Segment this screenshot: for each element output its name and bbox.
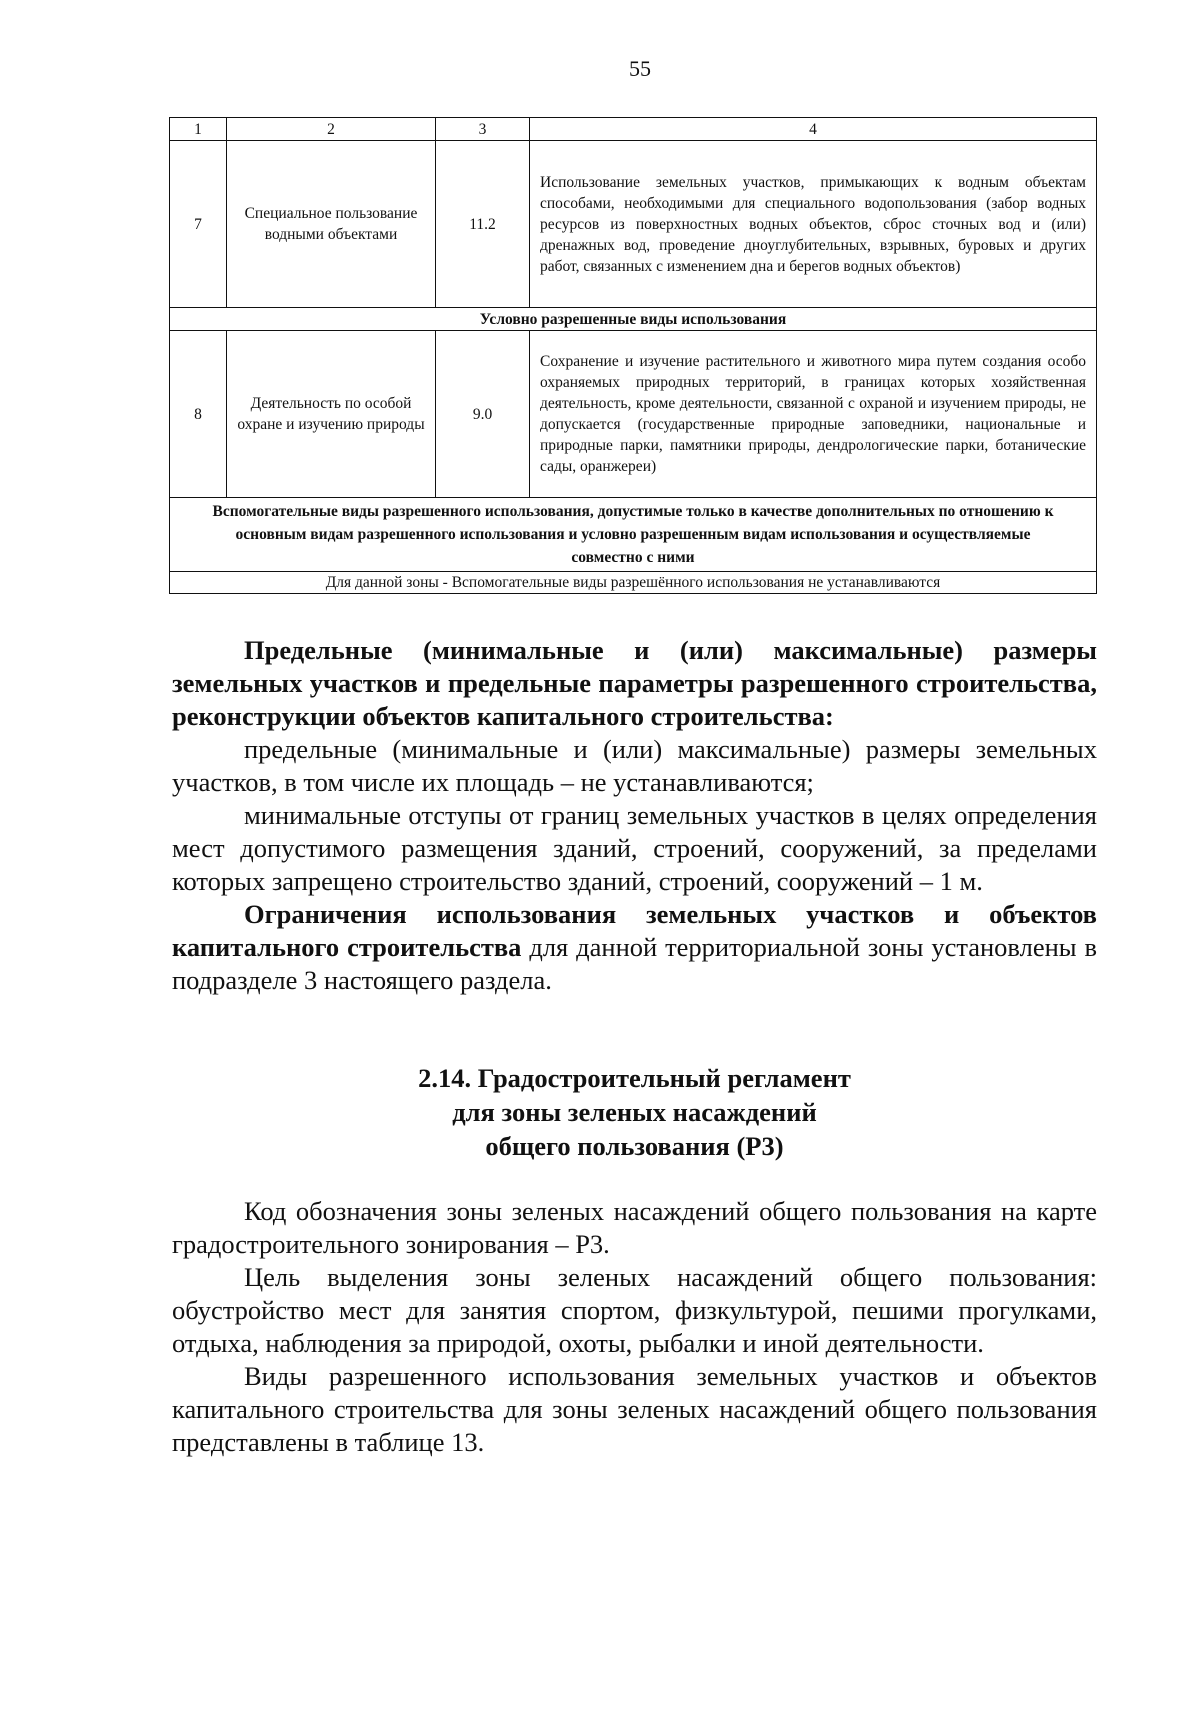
section-title-line-2: для зоны зеленых насаждений	[452, 1097, 817, 1127]
auxiliary-uses-title: Вспомогательные виды разрешенного использования, допустимые только в качестве дополнительных по отношению к основным видам разрешенного использования и условно разрешенным видам использования и осуществляемые совместно с ними	[170, 498, 1097, 572]
section-title	[172, 1061, 1097, 1163]
use-description: Сохранение и изучение растительного и животного мира путем создания особо охраняемых природных территорий, в границах которых хозяйственная деятельность, кроме деятельности, связанной с охраной и изучением природы, не допускается (государственные природные заповедники, национальные и природные парки, памятники природы, дендрологические парки, ботанические сады, оранжереи)	[530, 331, 1097, 498]
limits-heading: Предельные (минимальные и (или) максимальные) размеры земельных участков и предельные параметры разрешенного строительства, реконструкции объектов капитального строительства:	[172, 635, 1097, 731]
row-number: 8	[170, 331, 227, 498]
use-code: 9.0	[436, 331, 530, 498]
auxiliary-uses-note: Для данной зоны - Вспомогательные виды разрешённого использования не устанавливаются	[170, 572, 1097, 594]
header-cell-4: 4	[530, 118, 1097, 141]
restrictions-rest: для данной территориальной зоны установлены в подразделе 3 настоящего раздела.	[172, 932, 1097, 995]
section-row	[170, 308, 1097, 331]
table-row	[170, 141, 1097, 308]
zone-purpose-paragraph: Цель выделения зоны зеленых насаждений общего пользования: обустройство мест для занятия спортом, физкультурой, пешими прогулками, отдыха, наблюдения за природой, охоты, рыбалки и иной деятельности.	[172, 1262, 1097, 1358]
section-title-line-3: общего пользования (Р3)	[485, 1131, 784, 1161]
restrictions-paragraph	[172, 898, 1097, 997]
table-header-row	[170, 118, 1097, 141]
section-body	[172, 1195, 1097, 1459]
zone-code-paragraph: Код обозначения зоны зеленых насаждений общего пользования на карте градостроительного зонирования – Р3.	[172, 1196, 1097, 1259]
header-cell-2: 2	[227, 118, 436, 141]
use-code: 11.2	[436, 141, 530, 308]
note-row	[170, 572, 1097, 594]
row-number: 7	[170, 141, 227, 308]
use-description: Использование земельных участков, примыкающих к водным объектам способами, необходимыми для специального водопользования (забор водных ресурсов из поверхностных водных объектов, сброс сточных вод и (или) дренажных вод, проведение дноуглубительных, взрывных, буровых и других работ, связанных с изменением дна и берегов водных объектов)	[530, 141, 1097, 308]
header-cell-3: 3	[436, 118, 530, 141]
limits-item-1: предельные (минимальные и (или) максимальные) размеры земельных участков, в том числе их площадь – не устанавливаются;	[172, 734, 1097, 797]
conditional-uses-title: Условно разрешенные виды использования	[170, 308, 1097, 331]
section-title-line-1: 2.14. Градостроительный регламент	[418, 1063, 851, 1093]
section-row	[170, 498, 1097, 572]
restrictions-bold: Ограничения использования земельных участков и объектов капитального строительства	[172, 899, 1097, 962]
limits-block	[172, 634, 1097, 997]
land-use-table	[169, 117, 1097, 594]
header-cell-1: 1	[170, 118, 227, 141]
use-name: Деятельность по особой охране и изучению природы	[227, 331, 436, 498]
use-name: Специальное пользование водными объектами	[227, 141, 436, 308]
page-number: 55	[629, 56, 651, 81]
table-row	[170, 331, 1097, 498]
zone-uses-paragraph: Виды разрешенного использования земельных участков и объектов капитального строительства для зоны зеленых насаждений общего пользования представлены в таблице 13.	[172, 1361, 1097, 1457]
limits-item-2: минимальные отступы от границ земельных участков в целях определения мест допустимого размещения зданий, строений, сооружений, за пределами которых запрещено строительство зданий, строений, сооружений – 1 м.	[172, 800, 1097, 896]
